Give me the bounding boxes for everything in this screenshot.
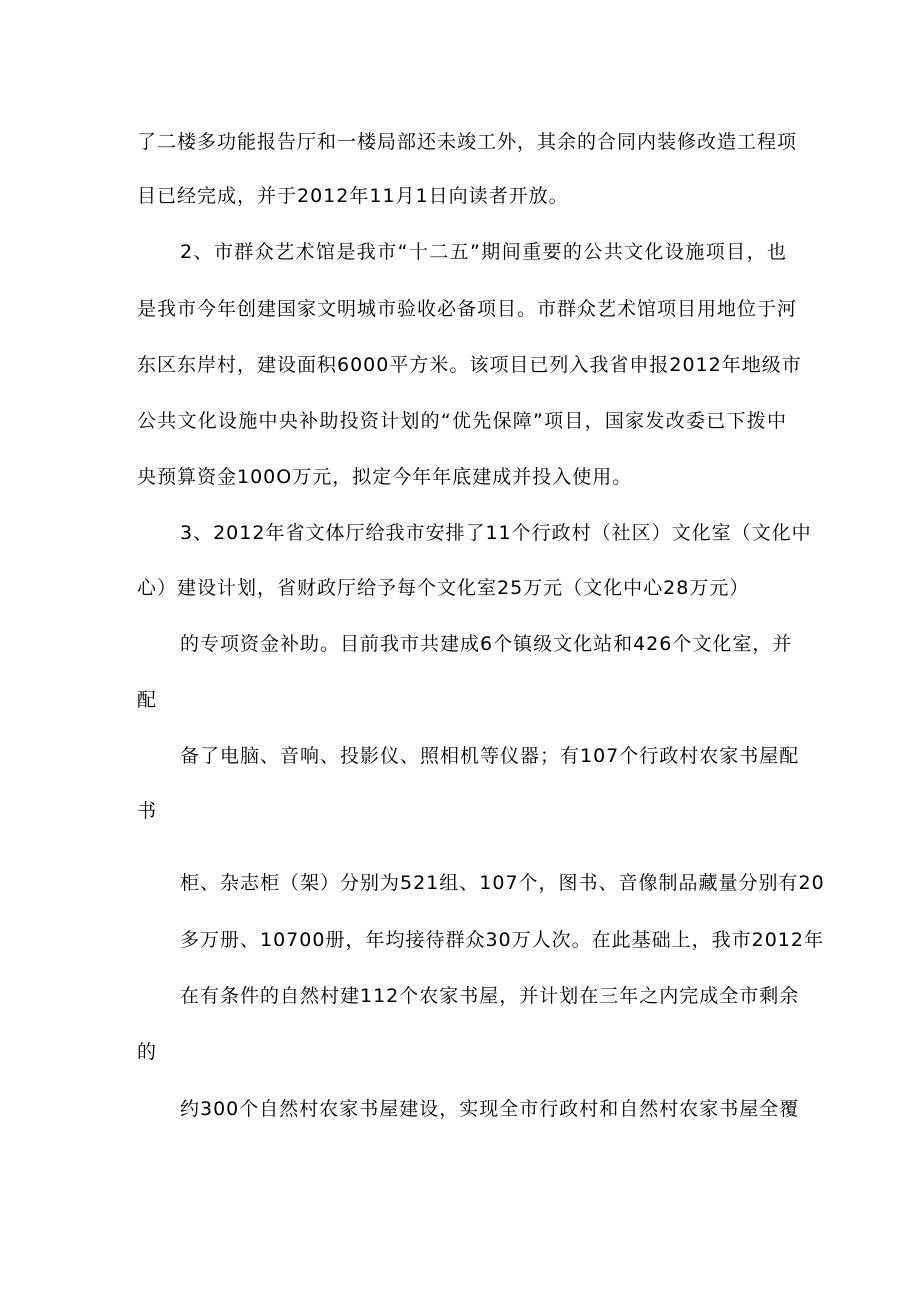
text-line: 心）建设计划，省财政厅给予每个文化室25万元（文化中心28万元） — [137, 577, 750, 599]
text-line: 柜、杂志柜（架）分别为521组、107个，图书、音像制品藏量分别有20 — [180, 872, 825, 894]
text-line: 央预算资金100O万元，拟定今年年底建成并投入使用。 — [137, 466, 633, 488]
text-line: 备了电脑、音响、投影仪、照相机等仪器；有107个行政村农家书屋配 — [180, 745, 800, 767]
text-line: 东区东岸村，建设面积6000平方米。该项目已列入我省申报2012年地级市 — [137, 354, 802, 376]
text-line: 在有条件的自然村建112个农家书屋，并计划在三年之内完成全市剩余 — [180, 985, 800, 1007]
text-line: 了二楼多功能报告厅和一楼局部还未竣工外，其余的合同内装修改造工程项 — [137, 131, 798, 153]
text-line: 公共文化设施中央补助投资计划的“优先保障”项目，国家发改委已下拨中 — [137, 410, 787, 432]
text-line: 约300个自然村农家书屋建设，实现全市行政村和自然村农家书屋全覆 — [180, 1098, 800, 1120]
text-line: 多万册、10700册，年均接待群众30万人次。在此基础上，我市2012年 — [180, 929, 824, 951]
text-line: 配 — [137, 689, 158, 711]
text-line: 3、2012年省文体厅给我市安排了11个行政村（社区）文化室（文化中 — [180, 522, 812, 544]
text-line: 的 — [137, 1041, 158, 1063]
text-line: 的专项资金补助。目前我市共建成6个镇级文化站和426个文化室，并 — [180, 633, 793, 655]
text-line: 目已经完成，并于2012年11月1日向读者开放。 — [137, 185, 569, 207]
text-line: 2、市群众艺术馆是我市“十二五”期间重要的公共文化设施项目，也 — [180, 241, 787, 263]
text-line: 是我市今年创建国家文明城市验收必备项目。市群众艺术馆项目用地位于河 — [137, 298, 798, 320]
text-line: 书 — [137, 800, 158, 822]
